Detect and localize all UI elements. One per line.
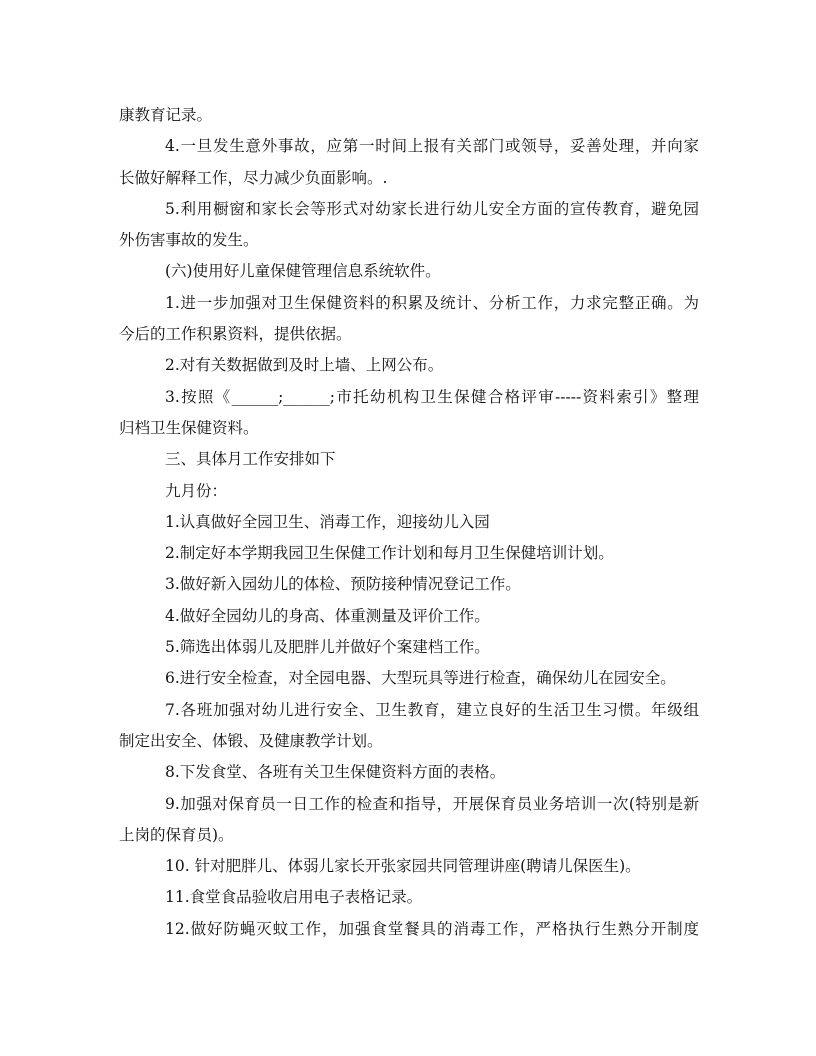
section-heading: 三、具体月工作安排如下 [165, 450, 336, 469]
text-line: 2.制定好本学期我园卫生保健工作计划和每月卫生保健培训计划。 [165, 544, 614, 563]
text-line: 12.做好防蝇灭蚊工作，加强食堂餐具的消毒工作，严格执行生熟分开制度 [165, 919, 699, 938]
text-line: 归档卫生保健资料。 [119, 418, 259, 437]
text-line: 5.筛选出体弱儿及肥胖儿并做好个案建档工作。 [165, 638, 490, 657]
text-line: 3.做好新入园幼儿的体检、预防接种情况登记工作。 [165, 575, 521, 594]
text-line: 11.食堂食品验收启用电子表格记录。 [165, 888, 423, 907]
text-line: 4.一旦发生意外事故，应第一时间上报有关部门或领导，妥善处理，并向家 [165, 137, 699, 156]
document-body [119, 100, 699, 945]
text-line: 制定出安全、体锻、及健康教学计划。 [119, 731, 383, 750]
text-line: 长做好解释工作，尽力减少负面影响。. [119, 168, 388, 187]
month-heading: 九月份： [165, 481, 228, 500]
text-line: 今后的工作积累资料，提供依据。 [119, 325, 352, 344]
text-line: 10. 针对肥胖儿、体弱儿家长开张家园共同管理讲座(聘请儿保医生)。 [165, 857, 641, 876]
text-line: 1.进一步加强对卫生保健资料的积累及统计、分析工作，力求完整正确。为 [165, 293, 699, 312]
text-line: 康教育记录。 [119, 106, 213, 124]
text-line: 1.认真做好全园卫生、消毒工作，迎接幼儿入园 [165, 512, 490, 531]
text-line: 7.各班加强对幼儿进行安全、卫生教育，建立良好的生活卫生习惯。年级组 [165, 700, 699, 719]
text-line: 上岗的保育员)。 [119, 825, 234, 844]
text-line: 6.进行安全检查，对全园电器、大型玩具等进行检查，确保幼儿在园安全。 [165, 669, 676, 688]
text-line: 3.按照《______;______;市托幼机构卫生保健合格评审-----资料索引》整理 [165, 387, 699, 406]
text-line: 4.做好全园幼儿的身高、体重测量及评价工作。 [165, 606, 490, 625]
section-heading: (六)使用好儿童保健管理信息系统软件。 [165, 262, 441, 281]
text-line: 9.加强对保育员一日工作的检查和指导，开展保育员业务培训一次(特别是新 [165, 794, 699, 813]
text-line: 8.下发食堂、各班有关卫生保健资料方面的表格。 [165, 763, 506, 782]
text-line: 5.利用橱窗和家长会等形式对幼家长进行幼儿安全方面的宣传教育，避免园 [165, 199, 699, 218]
text-line: 2.对有关数据做到及时上墙、上网公布。 [165, 356, 444, 375]
text-line: 外伤害事故的发生。 [119, 231, 259, 250]
